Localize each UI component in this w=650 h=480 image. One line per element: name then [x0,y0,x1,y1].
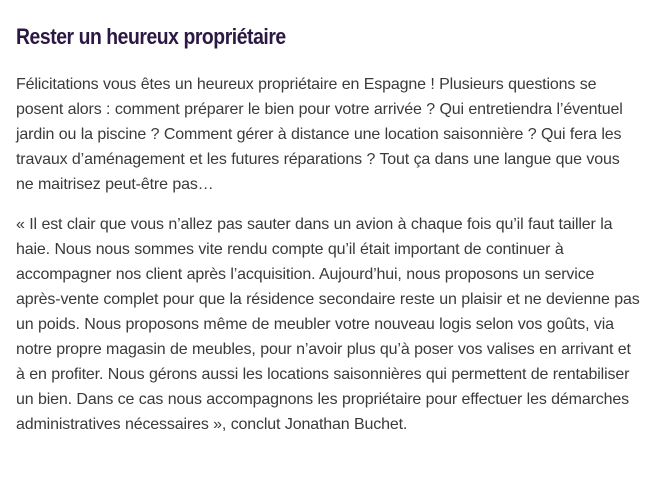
article-section [16,22,640,437]
intro-paragraph: Félicitations vous êtes un heureux propriétaire en Espagne ! Plusieurs questions se posent alors : comment préparer le bien pour votre arrivée ? Qui entretiendra l’éventuel jardin ou la piscine ? Comment gérer à distance une location saisonnière ? Qui fera les travaux d’aménagement et les futures réparations ? Tout ça dans une langue que vous ne maitrisez peut-être pas… [16,76,623,193]
quote-paragraph: « Il est clair que vous n’allez pas sauter dans un avion à chaque fois qu’il faut tailler la haie. Nous nous sommes vite rendu compte qu’il était important de continuer à accompagner nos client après l’acquisition. Aujourd’hui, nous proposons un service après-vente complet pour que la résidence secondaire reste un plaisir et ne devienne pas un poids. Nous proposons même de meubler votre nouveau logis selon vos goûts, via notre propre magasin de meubles, pour n’avoir plus qu’à poser vos valises en arrivant et à en profiter. Nous gérons aussi les locations saisonnières qui permettent de rentabiliser un bien. Dans ce cas nous accompagnons les propriétaire pour effectuer les démarches administratives nécessaires », conclut Jonathan Buchet. [16,216,640,433]
section-heading: Rester un heureux propriétaire [16,24,286,49]
